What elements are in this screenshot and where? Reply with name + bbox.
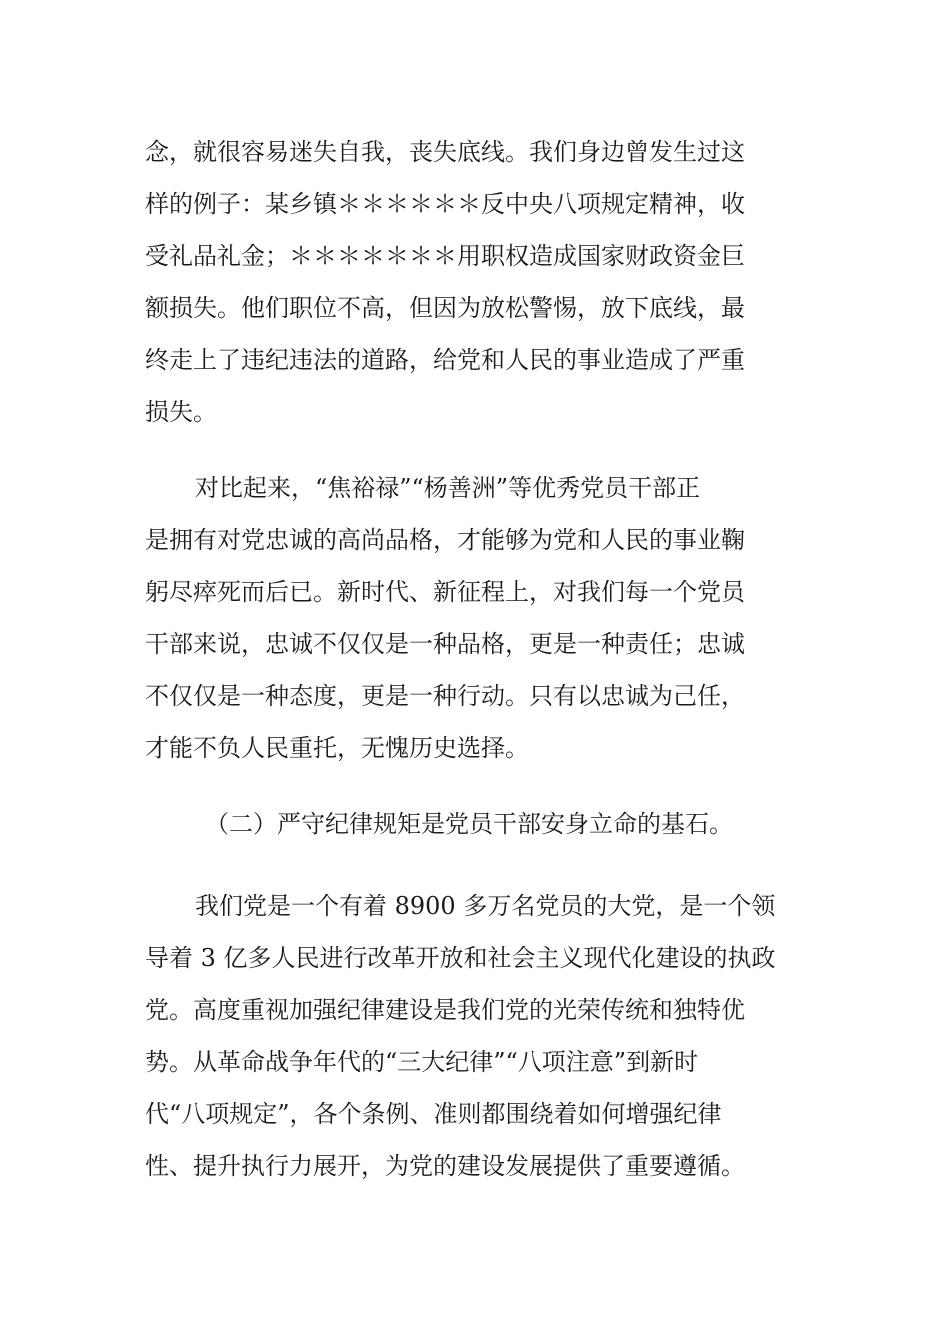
paragraph-line: 是拥有对党忠诚的高尚品格，才能够为党和人民的事业鞠 bbox=[145, 526, 745, 554]
paragraph-line: 我们党是一个有着 8900 多万名党员的大党，是一个领 bbox=[195, 892, 776, 920]
paragraph-line: 躬尽瘁死而后已。新时代、新征程上，对我们每一个党员 bbox=[145, 578, 745, 606]
paragraph-line: 性、提升执行力展开，为党的建设发展提供了重要遵循。 bbox=[145, 1152, 745, 1180]
paragraph-line: 念，就很容易迷失自我，丧失底线。我们身边曾发生过这 bbox=[145, 138, 745, 166]
paragraph-line: 导着 3 亿多人民进行改革开放和社会主义现代化建设的执政 bbox=[145, 944, 776, 972]
paragraph-line: 干部来说，忠诚不仅仅是一种品格，更是一种责任；忠诚 bbox=[145, 630, 745, 658]
paragraph-line: 额损失。他们职位不高，但因为放松警惕，放下底线，最 bbox=[145, 294, 745, 322]
paragraph-line: 损失。 bbox=[145, 398, 217, 426]
section-heading-text: （二）严守纪律规矩是党员干部安身立命的基石。 bbox=[205, 810, 733, 838]
paragraph-line: 代“八项规定”，各个条例、准则都围绕着如何增强纪律 bbox=[145, 1100, 722, 1128]
paragraph-line: 势。从革命战争年代的“三大纪律”“八项注意”到新时 bbox=[145, 1048, 699, 1076]
paragraph-line: 样的例子：某乡镇＊＊＊＊＊＊反中央八项规定精神，收 bbox=[145, 190, 745, 218]
paragraph-line: 受礼品礼金；＊＊＊＊＊＊＊用职权造成国家财政资金巨 bbox=[145, 242, 745, 270]
paragraph-line: 终走上了违纪违法的道路，给党和人民的事业造成了严重 bbox=[145, 346, 745, 374]
paragraph-line: 对比起来，“焦裕禄”“杨善洲”等优秀党员干部正 bbox=[195, 474, 701, 502]
paragraph-line: 才能不负人民重托，无愧历史选择。 bbox=[145, 734, 529, 762]
paragraph-line: 不仅仅是一种态度，更是一种行动。只有以忠诚为己任， bbox=[145, 682, 745, 710]
paragraph-line: 党。高度重视加强纪律建设是我们党的光荣传统和独特优 bbox=[145, 996, 745, 1024]
